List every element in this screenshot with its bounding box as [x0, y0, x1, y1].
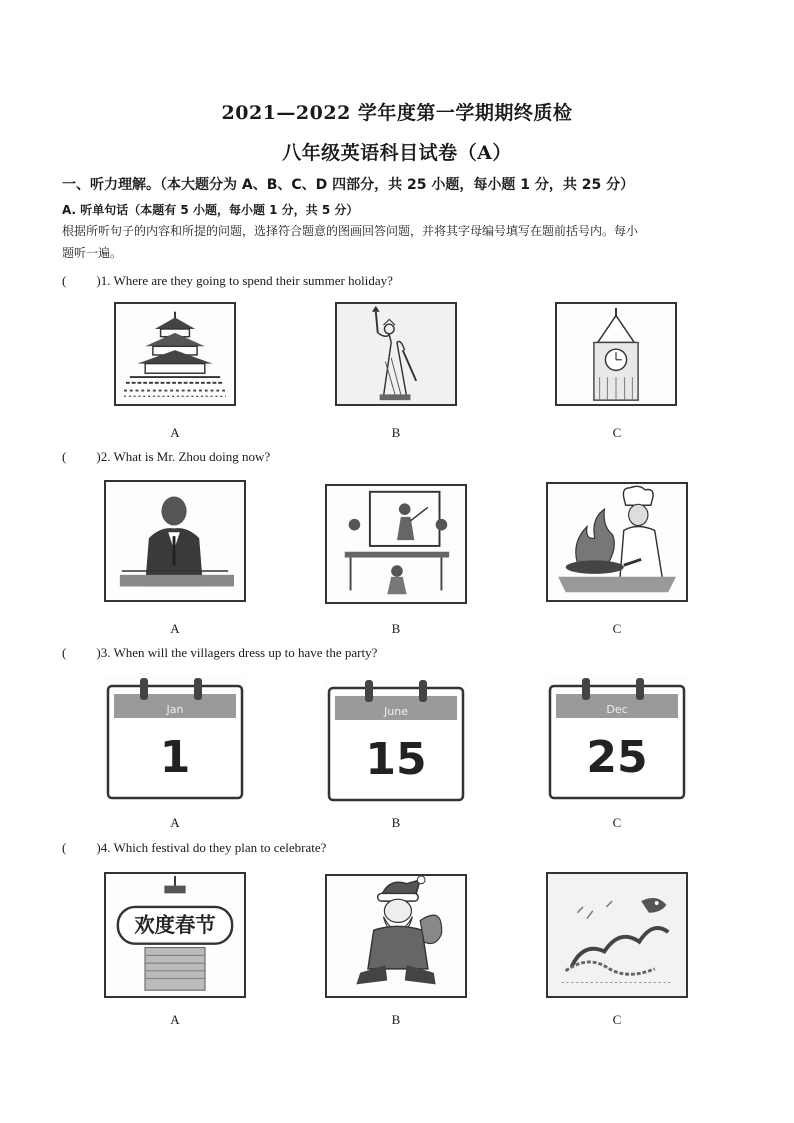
- instructions: [62, 220, 752, 264]
- question-4: [62, 840, 326, 856]
- big-ben-icon: [555, 302, 677, 406]
- calendar-month: Jan: [166, 703, 184, 716]
- option-label: C: [612, 815, 622, 830]
- instructions-line-2: 题听一遍。: [62, 246, 123, 260]
- question-1: [62, 273, 393, 289]
- question-3: [62, 645, 377, 661]
- question-text: 4. Which festival do they plan to celebrate?: [100, 840, 327, 855]
- section-heading: 一、听力理解。（本大题分为 A、B、C、D 四部分，共 25 小题，每小题 1 分，共 25 分）: [62, 177, 635, 193]
- lantern-text: 欢度春节: [134, 913, 216, 938]
- option-label: A: [170, 425, 180, 440]
- option-label: A: [170, 815, 180, 830]
- exam-title: 2021—2022 学年度第一学期期终质检: [221, 102, 573, 124]
- calendar-icon: [325, 678, 467, 804]
- answer-blank[interactable]: ( ): [62, 840, 101, 855]
- spring-festival-lantern-icon: [104, 872, 246, 998]
- answer-blank[interactable]: ( ): [62, 449, 101, 464]
- part-a-heading: A. 听单句话（本题有 5 小题，每小题 1 分，共 5 分）: [62, 203, 359, 217]
- question-text: 2. What is Mr. Zhou doing now?: [100, 449, 271, 464]
- option-label: C: [612, 1012, 622, 1027]
- calendar-month: Dec: [606, 703, 628, 716]
- answer-blank[interactable]: ( ): [62, 273, 101, 288]
- exam-subtitle: 八年级英语科目试卷（A）: [282, 142, 512, 164]
- option-label: C: [612, 621, 622, 636]
- calendar-icon: [104, 676, 246, 802]
- option-label: B: [391, 1012, 401, 1027]
- question-2: [62, 449, 270, 465]
- dragon-icon: [546, 872, 688, 998]
- option-label: B: [391, 621, 401, 636]
- calendar-month: June: [384, 705, 408, 718]
- statue-of-liberty-icon: [335, 302, 457, 406]
- option-label: B: [391, 815, 401, 830]
- option-label: B: [391, 425, 401, 440]
- question-text: 3. When will the villagers dress up to have the party?: [100, 645, 378, 660]
- option-label: C: [612, 425, 622, 440]
- classroom-icon: [325, 484, 467, 604]
- santa-claus-icon: [325, 874, 467, 998]
- option-label: A: [170, 621, 180, 636]
- calendar-day: 1: [159, 732, 191, 783]
- chef-cooking-icon: [546, 482, 688, 602]
- calendar-day: 25: [586, 732, 648, 783]
- temple-of-heaven-icon: [114, 302, 236, 406]
- calendar-icon: [546, 676, 688, 802]
- question-text: 1. Where are they going to spend their summer holiday?: [100, 273, 393, 288]
- instructions-line-1: 根据所听句子的内容和所提的问题，选择符合题意的图画回答问题，并将其字母编号填写在题前括号内。每小: [62, 224, 639, 238]
- answer-blank[interactable]: ( ): [62, 645, 101, 660]
- option-label: A: [170, 1012, 180, 1027]
- newsreader-icon: [104, 480, 246, 602]
- calendar-day: 15: [365, 734, 427, 785]
